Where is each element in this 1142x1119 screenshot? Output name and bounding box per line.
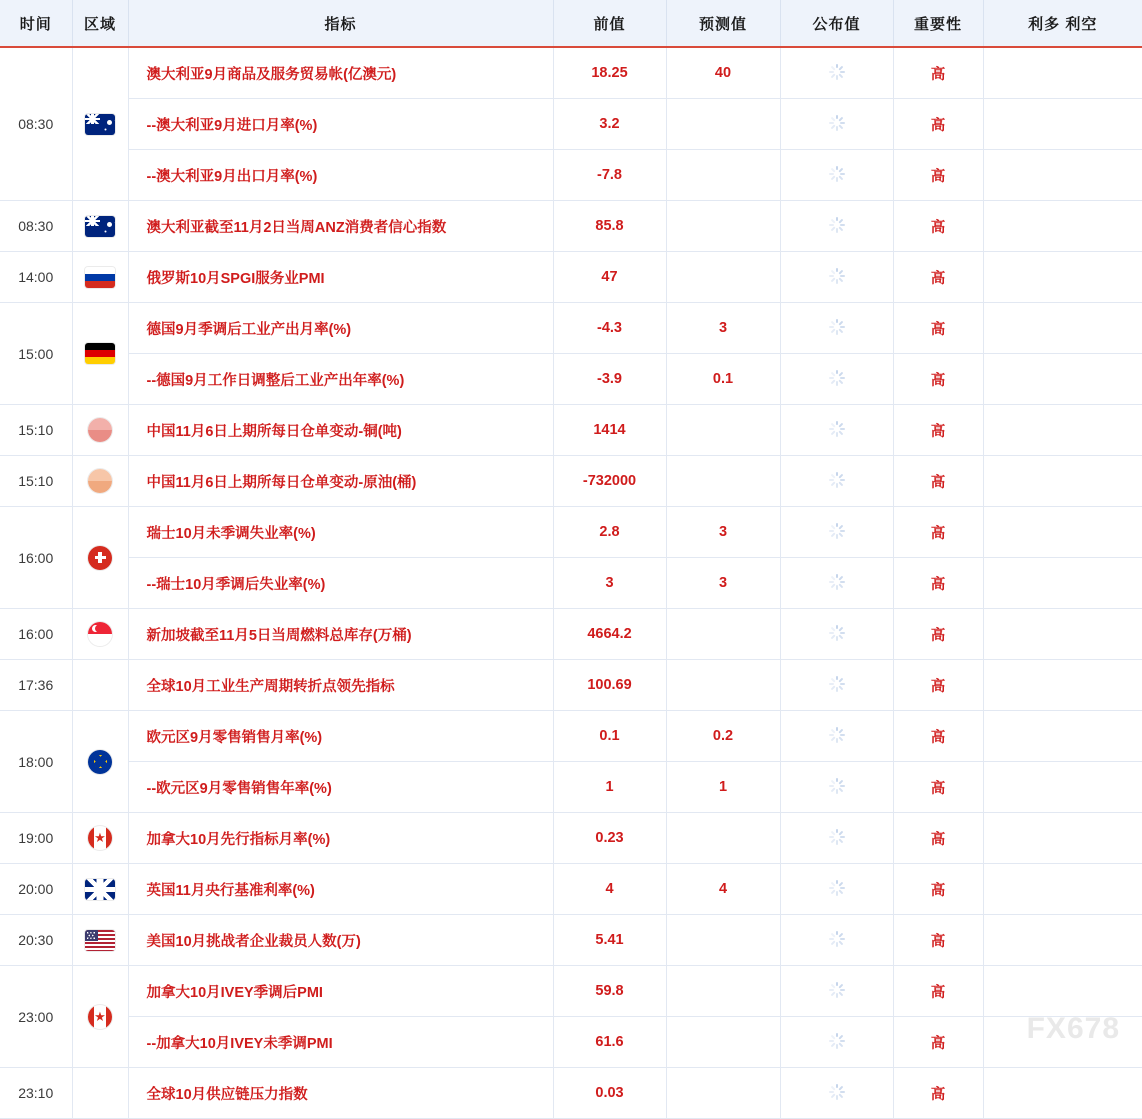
column-header-indicator: 指标 — [128, 0, 553, 47]
loading-spinner-icon — [829, 1084, 845, 1100]
cell-published — [780, 150, 893, 201]
cell-time: 20:30 — [0, 915, 72, 966]
table-row[interactable] — [0, 762, 1142, 813]
cell-area — [72, 864, 128, 915]
cell-area — [72, 915, 128, 966]
cell-forecast: 4 — [666, 864, 780, 915]
table-row[interactable] — [0, 405, 1142, 456]
cell-effect — [983, 558, 1142, 609]
cell-indicator[interactable]: --欧元区9月零售销售年率(%) — [128, 762, 553, 813]
table-row[interactable] — [0, 711, 1142, 762]
cell-importance: 高 — [893, 1017, 983, 1068]
cell-effect — [983, 1017, 1142, 1068]
cell-area — [72, 813, 128, 864]
cell-published — [780, 456, 893, 507]
cell-forecast: 1 — [666, 762, 780, 813]
cell-area — [72, 1068, 128, 1119]
table-body — [0, 47, 1142, 1119]
cell-time: 08:30 — [0, 47, 72, 201]
cell-published — [780, 1068, 893, 1119]
cell-previous: 59.8 — [553, 966, 666, 1017]
cell-importance: 高 — [893, 150, 983, 201]
cell-published — [780, 507, 893, 558]
loading-spinner-icon — [829, 370, 845, 386]
cell-effect — [983, 252, 1142, 303]
cell-time: 16:00 — [0, 507, 72, 609]
cell-effect — [983, 813, 1142, 864]
cell-published — [780, 711, 893, 762]
cell-forecast — [666, 813, 780, 864]
cell-effect — [983, 864, 1142, 915]
table-row[interactable] — [0, 864, 1142, 915]
cell-previous: -7.8 — [553, 150, 666, 201]
cell-indicator[interactable]: 英国11月央行基准利率(%) — [128, 864, 553, 915]
cell-published — [780, 966, 893, 1017]
cell-forecast — [666, 1068, 780, 1119]
cell-previous: -3.9 — [553, 354, 666, 405]
cell-published — [780, 1017, 893, 1068]
cell-published — [780, 660, 893, 711]
flag-australia — [85, 216, 115, 237]
cell-indicator[interactable]: 全球10月供应链压力指数 — [128, 1068, 553, 1119]
cell-previous: 0.03 — [553, 1068, 666, 1119]
cell-effect — [983, 99, 1142, 150]
cell-forecast — [666, 966, 780, 1017]
cell-previous: 100.69 — [553, 660, 666, 711]
cell-importance: 高 — [893, 456, 983, 507]
cell-effect — [983, 966, 1142, 1017]
cell-previous: 4664.2 — [553, 609, 666, 660]
loading-spinner-icon — [829, 217, 845, 233]
cell-forecast: 3 — [666, 303, 780, 354]
loading-spinner-icon — [829, 115, 845, 131]
cell-time: 08:30 — [0, 201, 72, 252]
loading-spinner-icon — [829, 319, 845, 335]
cell-indicator[interactable]: 加拿大10月先行指标月率(%) — [128, 813, 553, 864]
cell-time: 15:10 — [0, 456, 72, 507]
column-header-effect: 利多 利空 — [983, 0, 1142, 47]
cell-published — [780, 252, 893, 303]
cell-effect — [983, 507, 1142, 558]
flag-china — [88, 418, 112, 442]
cell-indicator[interactable]: --瑞士10月季调后失业率(%) — [128, 558, 553, 609]
cell-previous: -4.3 — [553, 303, 666, 354]
cell-importance: 高 — [893, 354, 983, 405]
cell-area — [72, 507, 128, 609]
cell-previous: 5.41 — [553, 915, 666, 966]
cell-effect — [983, 660, 1142, 711]
cell-indicator[interactable]: 澳大利亚9月商品及服务贸易帐(亿澳元) — [128, 47, 553, 99]
cell-forecast: 3 — [666, 558, 780, 609]
cell-forecast: 0.2 — [666, 711, 780, 762]
table-row[interactable] — [0, 558, 1142, 609]
loading-spinner-icon — [829, 268, 845, 284]
cell-area — [72, 711, 128, 813]
cell-effect — [983, 47, 1142, 99]
cell-effect — [983, 201, 1142, 252]
flag-singapore — [88, 622, 112, 646]
cell-forecast — [666, 915, 780, 966]
cell-area — [72, 201, 128, 252]
cell-previous: 61.6 — [553, 1017, 666, 1068]
cell-previous: 3.2 — [553, 99, 666, 150]
cell-time: 17:36 — [0, 660, 72, 711]
cell-area — [72, 405, 128, 456]
cell-forecast — [666, 405, 780, 456]
cell-effect — [983, 1068, 1142, 1119]
table-row[interactable] — [0, 150, 1142, 201]
loading-spinner-icon — [829, 421, 845, 437]
cell-previous: 85.8 — [553, 201, 666, 252]
cell-area — [72, 609, 128, 660]
table-row[interactable] — [0, 201, 1142, 252]
cell-forecast — [666, 201, 780, 252]
cell-indicator[interactable]: --澳大利亚9月出口月率(%) — [128, 150, 553, 201]
cell-previous: 2.8 — [553, 507, 666, 558]
table-row[interactable] — [0, 813, 1142, 864]
cell-importance: 高 — [893, 1068, 983, 1119]
flag-switzerland — [88, 546, 112, 570]
cell-importance: 高 — [893, 609, 983, 660]
loading-spinner-icon — [829, 829, 845, 845]
cell-indicator[interactable]: 澳大利亚截至11月2日当周ANZ消费者信心指数 — [128, 201, 553, 252]
cell-previous: 3 — [553, 558, 666, 609]
flag-united-states — [85, 930, 115, 951]
flag-eurozone — [88, 750, 112, 774]
cell-indicator[interactable]: --加拿大10月IVEY未季调PMI — [128, 1017, 553, 1068]
cell-forecast — [666, 150, 780, 201]
flag-germany — [85, 343, 115, 364]
cell-area — [72, 47, 128, 201]
cell-indicator[interactable]: 德国9月季调后工业产出月率(%) — [128, 303, 553, 354]
cell-published — [780, 609, 893, 660]
loading-spinner-icon — [829, 1033, 845, 1049]
cell-previous: -732000 — [553, 456, 666, 507]
cell-forecast: 0.1 — [666, 354, 780, 405]
cell-published — [780, 915, 893, 966]
cell-time: 23:10 — [0, 1068, 72, 1119]
cell-area — [72, 966, 128, 1068]
cell-previous: 1 — [553, 762, 666, 813]
cell-indicator[interactable]: --澳大利亚9月进口月率(%) — [128, 99, 553, 150]
cell-time: 16:00 — [0, 609, 72, 660]
column-header-importance: 重要性 — [893, 0, 983, 47]
column-header-forecast: 预测值 — [666, 0, 780, 47]
cell-effect — [983, 354, 1142, 405]
table-row[interactable] — [0, 252, 1142, 303]
cell-published — [780, 47, 893, 99]
column-header-published: 公布值 — [780, 0, 893, 47]
cell-effect — [983, 915, 1142, 966]
cell-time: 20:00 — [0, 864, 72, 915]
cell-forecast — [666, 660, 780, 711]
cell-previous: 18.25 — [553, 47, 666, 99]
cell-previous: 4 — [553, 864, 666, 915]
loading-spinner-icon — [829, 523, 845, 539]
cell-previous: 1414 — [553, 405, 666, 456]
cell-published — [780, 354, 893, 405]
cell-importance: 高 — [893, 303, 983, 354]
cell-time: 15:00 — [0, 303, 72, 405]
cell-published — [780, 864, 893, 915]
table-row[interactable] — [0, 609, 1142, 660]
cell-area — [72, 660, 128, 711]
cell-forecast — [666, 456, 780, 507]
cell-previous: 0.23 — [553, 813, 666, 864]
cell-indicator[interactable]: 俄罗斯10月SPGI服务业PMI — [128, 252, 553, 303]
cell-area — [72, 456, 128, 507]
cell-importance: 高 — [893, 99, 983, 150]
table-row[interactable] — [0, 507, 1142, 558]
cell-published — [780, 405, 893, 456]
loading-spinner-icon — [829, 472, 845, 488]
cell-effect — [983, 456, 1142, 507]
loading-spinner-icon — [829, 64, 845, 80]
cell-importance: 高 — [893, 966, 983, 1017]
cell-effect — [983, 762, 1142, 813]
cell-importance: 高 — [893, 864, 983, 915]
cell-previous: 0.1 — [553, 711, 666, 762]
table-row[interactable] — [0, 99, 1142, 150]
loading-spinner-icon — [829, 625, 845, 641]
flag-canada: ★ — [88, 826, 112, 850]
cell-importance: 高 — [893, 201, 983, 252]
flag-canada: ★ — [88, 1005, 112, 1029]
table-row[interactable] — [0, 660, 1142, 711]
cell-indicator[interactable]: 加拿大10月IVEY季调后PMI — [128, 966, 553, 1017]
table-row[interactable] — [0, 303, 1142, 354]
cell-importance: 高 — [893, 660, 983, 711]
cell-importance: 高 — [893, 405, 983, 456]
loading-spinner-icon — [829, 931, 845, 947]
cell-importance: 高 — [893, 558, 983, 609]
cell-indicator[interactable]: 美国10月挑战者企业裁员人数(万) — [128, 915, 553, 966]
cell-effect — [983, 405, 1142, 456]
table-row[interactable] — [0, 1017, 1142, 1068]
flag-china — [88, 469, 112, 493]
cell-effect — [983, 609, 1142, 660]
cell-indicator[interactable]: 新加坡截至11月5日当周燃料总库存(万桶) — [128, 609, 553, 660]
cell-published — [780, 303, 893, 354]
loading-spinner-icon — [829, 166, 845, 182]
cell-published — [780, 558, 893, 609]
cell-indicator[interactable]: 中国11月6日上期所每日仓单变动-原油(桶) — [128, 456, 553, 507]
cell-forecast — [666, 99, 780, 150]
cell-indicator[interactable]: 欧元区9月零售销售月率(%) — [128, 711, 553, 762]
cell-importance: 高 — [893, 507, 983, 558]
table-row[interactable] — [0, 1068, 1142, 1119]
cell-published — [780, 99, 893, 150]
cell-area — [72, 303, 128, 405]
cell-effect — [983, 150, 1142, 201]
table-row[interactable] — [0, 47, 1142, 99]
cell-forecast: 40 — [666, 47, 780, 99]
cell-importance: 高 — [893, 915, 983, 966]
table-row[interactable] — [0, 456, 1142, 507]
cell-forecast: 3 — [666, 507, 780, 558]
cell-importance: 高 — [893, 813, 983, 864]
cell-indicator[interactable]: --德国9月工作日调整后工业产出年率(%) — [128, 354, 553, 405]
flag-australia — [85, 114, 115, 135]
cell-importance: 高 — [893, 762, 983, 813]
column-header-area: 区域 — [72, 0, 128, 47]
cell-importance: 高 — [893, 47, 983, 99]
column-header-previous: 前值 — [553, 0, 666, 47]
loading-spinner-icon — [829, 778, 845, 794]
table-row[interactable] — [0, 915, 1142, 966]
cell-time: 18:00 — [0, 711, 72, 813]
column-header-time: 时间 — [0, 0, 72, 47]
table-row[interactable] — [0, 354, 1142, 405]
cell-published — [780, 813, 893, 864]
loading-spinner-icon — [829, 880, 845, 896]
cell-indicator[interactable]: 中国11月6日上期所每日仓单变动-铜(吨) — [128, 405, 553, 456]
loading-spinner-icon — [829, 574, 845, 590]
cell-time: 14:00 — [0, 252, 72, 303]
cell-published — [780, 762, 893, 813]
loading-spinner-icon — [829, 676, 845, 692]
cell-time: 19:00 — [0, 813, 72, 864]
cell-effect — [983, 303, 1142, 354]
flag-russia — [85, 267, 115, 288]
header-row — [0, 0, 1142, 47]
cell-previous: 47 — [553, 252, 666, 303]
watermark: FX678 — [1026, 1012, 1120, 1045]
cell-time: 23:00 — [0, 966, 72, 1068]
cell-forecast — [666, 1017, 780, 1068]
cell-area — [72, 252, 128, 303]
loading-spinner-icon — [829, 727, 845, 743]
cell-importance: 高 — [893, 711, 983, 762]
table-header — [0, 0, 1142, 47]
cell-effect — [983, 711, 1142, 762]
cell-published — [780, 201, 893, 252]
table-row[interactable] — [0, 966, 1142, 1017]
cell-indicator[interactable]: 瑞士10月未季调失业率(%) — [128, 507, 553, 558]
cell-importance: 高 — [893, 252, 983, 303]
cell-forecast — [666, 252, 780, 303]
flag-united-kingdom — [85, 879, 115, 900]
loading-spinner-icon — [829, 982, 845, 998]
cell-indicator[interactable]: 全球10月工业生产周期转折点领先指标 — [128, 660, 553, 711]
cell-time: 15:10 — [0, 405, 72, 456]
cell-forecast — [666, 609, 780, 660]
